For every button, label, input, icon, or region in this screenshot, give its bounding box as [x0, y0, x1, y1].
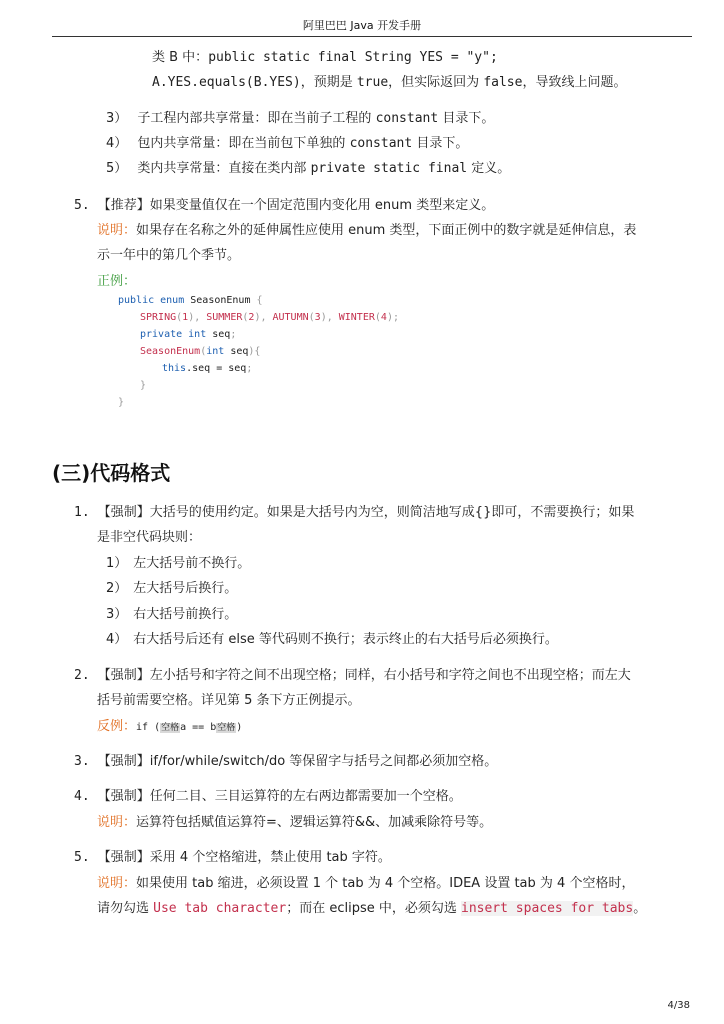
- sub-item-tail: 目录下。: [412, 136, 469, 151]
- code-paren: ){: [248, 346, 261, 357]
- code-keyword: public enum: [118, 295, 185, 306]
- sub-item-3: [106, 107, 494, 126]
- top-line-1: [152, 46, 498, 65]
- sub-item-text: 右大括号后还有 else 等代码则不换行；表示终止的右大括号后必须换行。: [133, 632, 558, 647]
- sub-item-num: 2）: [106, 581, 128, 596]
- sub-item-5: [106, 157, 510, 176]
- code-identifier: .seq = seq: [186, 363, 247, 374]
- format-rule-5: [74, 846, 391, 865]
- sub-item-text: 左大括号前不换行。: [133, 556, 251, 571]
- code-semicolon: ;: [246, 363, 253, 374]
- header-divider: [52, 36, 692, 37]
- sub-item-text: 左大括号后换行。: [133, 581, 238, 596]
- code-line-2: [140, 309, 399, 326]
- code-keyword: this: [162, 363, 187, 374]
- sub-item-tail: 定义。: [467, 161, 511, 176]
- sub-item-num: 1）: [106, 556, 128, 571]
- rule-text: 【强制】if/for/while/switch/do 等保留字与括号之间都必须加空格。: [97, 754, 498, 769]
- sub-item-num: 5）: [106, 161, 128, 176]
- sub-item-code: constant: [349, 136, 413, 151]
- note-text: 如果使用 tab 缩进，必须设置 1 个 tab 为 4 个空格。IDEA 设置 tab 为 4 个空格时，: [136, 876, 635, 891]
- top-code-1: A.YES.equals(B.YES): [152, 75, 301, 90]
- space-marker: 空格: [161, 723, 180, 733]
- rule-text: 【强制】任何二目、三目运算符的左右两边都需要加一个空格。: [97, 789, 462, 804]
- enum-constant: SUMMER: [206, 312, 243, 323]
- space-marker: 空格: [217, 723, 236, 733]
- code-line-6: }: [140, 380, 147, 391]
- format-rule-5-note-1: [97, 872, 634, 891]
- enum-constant: SPRING: [140, 312, 177, 323]
- enum-value: 4: [380, 312, 387, 323]
- enum-constant: AUTUMN: [272, 312, 309, 323]
- rule-text: 【强制】左小括号和字符之间不出现空格；同样，右小括号和字符之间也不出现空格；而左大: [97, 668, 631, 683]
- enum-value: 1: [182, 312, 189, 323]
- counter-example-label: 反例：: [97, 719, 137, 734]
- counter-example-code-a: if (: [136, 722, 161, 733]
- code-line-1: [118, 292, 263, 309]
- code-constructor: SeasonEnum: [140, 346, 201, 357]
- code-line-4: [140, 343, 260, 360]
- page-header-title: 阿里巴巴 Java 开发手册: [302, 19, 422, 32]
- sub-item-num: 4）: [106, 632, 128, 647]
- sub-item-4: [106, 132, 468, 151]
- rule-number: 5.: [74, 850, 90, 865]
- code-paren: (: [374, 312, 381, 323]
- format-rule-4-note: [97, 811, 492, 830]
- sub-item-text: 类内共享常量：直接在类内部: [137, 161, 311, 176]
- example-label: 正例：: [97, 274, 137, 289]
- code-identifier: SeasonEnum: [184, 295, 257, 306]
- rule-number: 1.: [74, 505, 90, 520]
- code-separator: );: [386, 312, 399, 323]
- rule-5-note-line-2: 示一年中的第几个季节。: [97, 248, 241, 263]
- sub-item-tail: 目录下。: [438, 111, 495, 126]
- top-line-1-code: public static final String YES = "y";: [208, 50, 498, 65]
- rule-number: 2.: [74, 668, 90, 683]
- rule-number: 3.: [74, 754, 90, 769]
- code-keyword: int: [206, 346, 225, 357]
- sub-item-num: 3）: [106, 111, 128, 126]
- code-keyword: private int: [140, 329, 207, 340]
- rule-5: [74, 194, 494, 213]
- enum-value: 3: [314, 312, 321, 323]
- code-identifier: seq: [224, 346, 249, 357]
- top-line-2: [152, 71, 626, 90]
- note-label: 说明：: [97, 815, 137, 830]
- counter-example-code-b: a == b: [180, 722, 217, 733]
- sub-item-num: 3）: [106, 607, 128, 622]
- sub-item-num: 4）: [106, 136, 128, 151]
- rule-5-note-line-1: [97, 219, 636, 238]
- note-text: 如果存在名称之外的延伸属性应使用 enum 类型，下面正例中的数字就是延伸信息，表: [136, 223, 637, 238]
- code-paren: (: [242, 312, 249, 323]
- top-text-2: ，但实际返回为: [388, 75, 484, 90]
- format-rule-3: [74, 750, 497, 769]
- note-text: 运算符包括赋值运算符=、逻辑运算符&&、加减乘除符号等。: [136, 815, 493, 830]
- sub-item-text: 包内共享常量：即在当前包下单独的: [137, 136, 350, 151]
- inline-code: insert spaces for tabs: [461, 901, 634, 916]
- section-title: (三)代码格式: [52, 461, 171, 485]
- enum-value: 2: [248, 312, 255, 323]
- note-label: 说明：: [97, 223, 137, 238]
- code-separator: ),: [254, 312, 273, 323]
- sub-item-text: 右大括号前换行。: [133, 607, 238, 622]
- format-rule-5-note-2: [97, 897, 646, 916]
- note-text: 。: [633, 901, 647, 916]
- top-line-1-prefix: 类 B 中：: [152, 50, 209, 65]
- page-number: 4/38: [667, 1000, 690, 1011]
- code-separator: ),: [320, 312, 339, 323]
- top-text-1: ，预期是: [300, 75, 357, 90]
- code-line-7: }: [118, 397, 125, 408]
- brace-rule-1: [106, 552, 250, 571]
- format-rule-2: [74, 664, 631, 683]
- format-rule-4: [74, 785, 462, 804]
- rule-number: 4.: [74, 789, 90, 804]
- rule-text: 【强制】大括号的使用约定。如果是大括号内为空，则简洁地写成{}即可，不需要换行；如果: [97, 505, 635, 520]
- sub-item-code: constant: [375, 111, 439, 126]
- format-rule-2-line-2: 括号前需要空格。详见第 5 条下方正例提示。: [97, 693, 361, 708]
- top-code-3: false: [483, 75, 523, 90]
- counter-example-code-c: ): [236, 722, 243, 733]
- sub-item-text: 子工程内部共享常量：即在当前子工程的: [137, 111, 376, 126]
- code-line-3: [140, 326, 236, 343]
- rule-text: 【强制】采用 4 个空格缩进，禁止使用 tab 字符。: [97, 850, 391, 865]
- code-separator: ),: [188, 312, 207, 323]
- top-code-2: true: [356, 75, 389, 90]
- counter-example: [97, 715, 242, 736]
- code-brace: {: [256, 295, 263, 306]
- brace-rule-2: [106, 577, 237, 596]
- format-rule-1-line-2: 是非空代码块则：: [97, 530, 202, 545]
- brace-rule-3: [106, 603, 237, 622]
- rule-text: 【推荐】如果变量值仅在一个固定范围内变化用 enum 类型来定义。: [97, 198, 495, 213]
- code-paren: (: [176, 312, 183, 323]
- note-text: ；而在 eclipse 中，必须勾选: [286, 901, 461, 916]
- enum-constant: WINTER: [338, 312, 375, 323]
- code-line-5: [162, 360, 252, 377]
- inline-code: Use tab character: [153, 901, 287, 916]
- code-paren: (: [308, 312, 315, 323]
- code-semicolon: ;: [230, 329, 237, 340]
- brace-rule-4: [106, 628, 558, 647]
- format-rule-1: [74, 501, 634, 520]
- sub-item-code: private static final: [310, 161, 468, 176]
- note-text: 请勿勾选: [97, 901, 154, 916]
- note-label: 说明：: [97, 876, 137, 891]
- code-identifier: seq: [206, 329, 231, 340]
- code-paren: (: [200, 346, 207, 357]
- top-text-3: ，导致线上问题。: [522, 75, 627, 90]
- rule-number: 5.: [74, 198, 90, 213]
